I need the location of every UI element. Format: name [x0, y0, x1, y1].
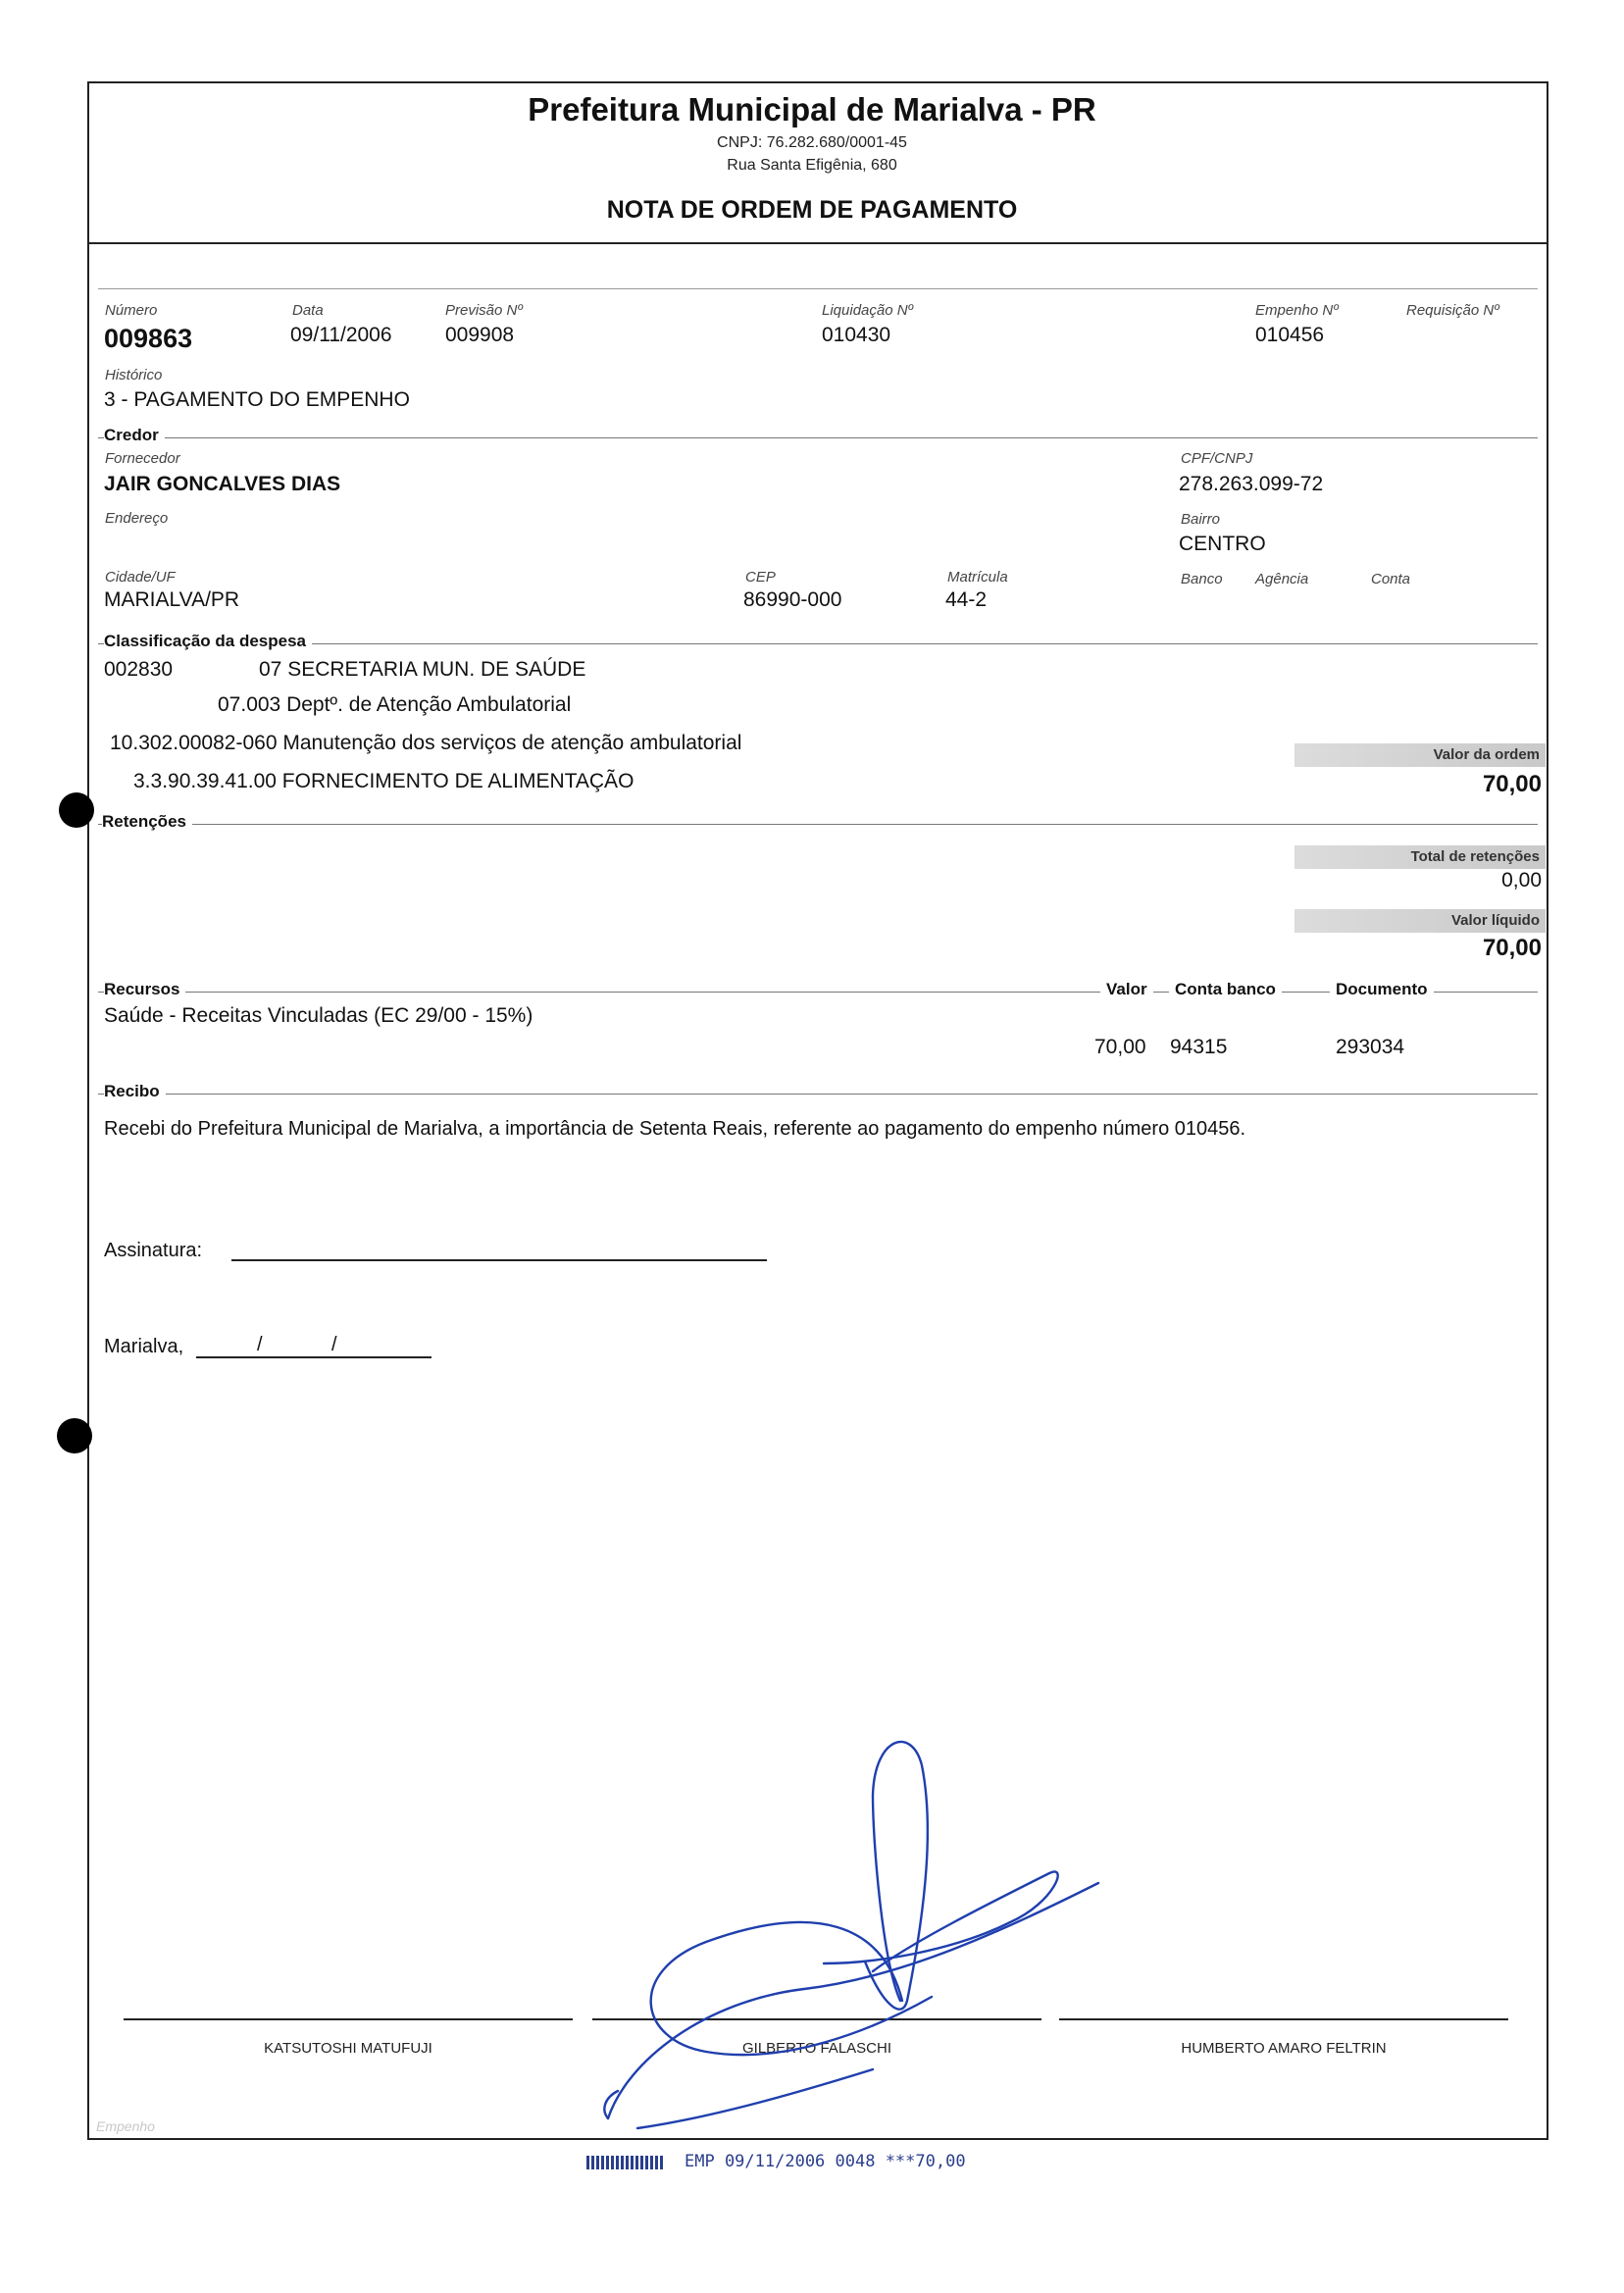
valor-liquido-value: 70,00 — [1482, 935, 1542, 961]
recursos-section: Recursos — [104, 980, 185, 999]
programa-text: 10.302.00082-060 Manutenção dos serviços de atenção ambulatorial — [110, 732, 742, 754]
divider — [98, 1094, 1538, 1095]
requisicao-label: Requisição Nº — [1406, 302, 1499, 319]
empenho-value: 010456 — [1255, 324, 1325, 346]
cpf-value: 278.263.099-72 — [1179, 473, 1324, 495]
assinatura-label: Assinatura: — [104, 1240, 203, 1261]
bairro-value: CENTRO — [1179, 533, 1266, 555]
address-text: Rua Santa Efigênia, 680 — [727, 157, 897, 174]
historico-label: Histórico — [105, 367, 163, 383]
matricula-label: Matrícula — [947, 569, 1008, 586]
orgao-text: 07 SECRETARIA MUN. DE SAÚDE — [259, 658, 586, 681]
valor-ordem-value: 70,00 — [1482, 771, 1542, 797]
signatory-2: GILBERTO FALASCHI — [742, 2040, 891, 2057]
elemento-text: 3.3.90.39.41.00 FORNECIMENTO DE ALIMENTAÇÃO — [133, 770, 634, 792]
agencia-label: Agência — [1255, 571, 1309, 587]
handwritten-signature — [588, 1707, 1118, 2138]
stamp-mark — [586, 2156, 665, 2169]
signature-line-1 — [124, 2018, 573, 2020]
banco-label: Banco — [1181, 571, 1223, 587]
signatory-3: HUMBERTO AMARO FELTRIN — [1181, 2040, 1387, 2057]
recursos-valor: 70,00 — [1094, 1036, 1146, 1058]
cep-label: CEP — [745, 569, 776, 586]
data-label: Data — [292, 302, 324, 319]
page-title: Prefeitura Municipal de Marialva - PR — [528, 91, 1096, 127]
endereco-label: Endereço — [105, 510, 169, 527]
classificacao-code: 002830 — [104, 658, 174, 681]
valor-ordem-label-box — [1294, 743, 1546, 767]
recursos-documento-header: Documento — [1330, 980, 1434, 999]
divider — [98, 288, 1538, 289]
punch-hole — [57, 1418, 92, 1453]
divider — [98, 992, 1538, 993]
fornecedor-label: Fornecedor — [105, 450, 180, 467]
recursos-descricao: Saúde - Receitas Vinculadas (EC 29/00 - 15%) — [104, 1004, 533, 1027]
total-retencoes-label-box — [1294, 845, 1546, 869]
conta-label: Conta — [1371, 571, 1411, 587]
recursos-valor-header: Valor — [1100, 980, 1153, 999]
date-slash: / — [257, 1334, 263, 1355]
fornecedor-value: JAIR GONCALVES DIAS — [104, 473, 341, 495]
valor-liquido-label: Valor líquido — [1450, 912, 1540, 929]
divider — [98, 437, 1538, 438]
total-retencoes-value: 0,00 — [1501, 869, 1542, 892]
retencoes-section: Retenções — [102, 812, 192, 832]
cidade-value: MARIALVA/PR — [104, 588, 240, 611]
empenho-label: Empenho Nº — [1255, 302, 1339, 319]
credor-section: Credor — [104, 426, 165, 445]
punch-hole — [59, 792, 94, 828]
matricula-value: 44-2 — [945, 588, 988, 611]
previsao-label: Previsão Nº — [445, 302, 523, 319]
footer-stamp: EMP 09/11/2006 0048 ***70,00 — [685, 2152, 966, 2171]
document-title: NOTA DE ORDEM DE PAGAMENTO — [606, 196, 1018, 224]
total-retencoes-label: Total de retenções — [1410, 848, 1540, 865]
divider — [98, 643, 1538, 644]
unidade-text: 07.003 Deptº. de Atenção Ambulatorial — [218, 693, 572, 716]
header-separator — [87, 242, 1547, 244]
cidade-label: Cidade/UF — [105, 569, 176, 586]
assinatura-line — [231, 1259, 767, 1261]
date-line — [196, 1356, 431, 1358]
signature-line-3 — [1059, 2018, 1508, 2020]
signatory-1: KATSUTOSHI MATUFUJI — [264, 2040, 432, 2057]
valor-liquido-label-box — [1294, 909, 1546, 933]
divider — [98, 824, 1538, 825]
historico-value: 3 - PAGAMENTO DO EMPENHO — [104, 388, 410, 411]
corner-stamp: Empenho — [96, 2118, 155, 2134]
previsao-value: 009908 — [445, 324, 515, 346]
cnpj-text: CNPJ: 76.282.680/0001-45 — [717, 134, 907, 151]
recursos-conta: 94315 — [1170, 1036, 1228, 1058]
cpf-label: CPF/CNPJ — [1181, 450, 1253, 467]
local-data-label: Marialva, — [104, 1336, 184, 1357]
recibo-texto: Recebi do Prefeitura Municipal de Marialva, a importância de Setenta Reais, referente ao pagamento do empenho número 010456. — [104, 1118, 1246, 1140]
liquidacao-value: 010430 — [822, 324, 891, 346]
valor-ordem-label: Valor da ordem — [1433, 746, 1540, 763]
numero-value: 009863 — [104, 324, 193, 353]
data-value: 09/11/2006 — [290, 324, 392, 346]
numero-label: Número — [105, 302, 158, 319]
bairro-label: Bairro — [1181, 511, 1221, 528]
date-slash: / — [331, 1334, 337, 1355]
liquidacao-label: Liquidação Nº — [822, 302, 914, 319]
recibo-section: Recibo — [104, 1082, 166, 1101]
recursos-documento: 293034 — [1336, 1036, 1405, 1058]
classificacao-section: Classificação da despesa — [104, 632, 312, 651]
cep-value: 86990-000 — [743, 588, 842, 611]
recursos-conta-header: Conta banco — [1169, 980, 1282, 999]
